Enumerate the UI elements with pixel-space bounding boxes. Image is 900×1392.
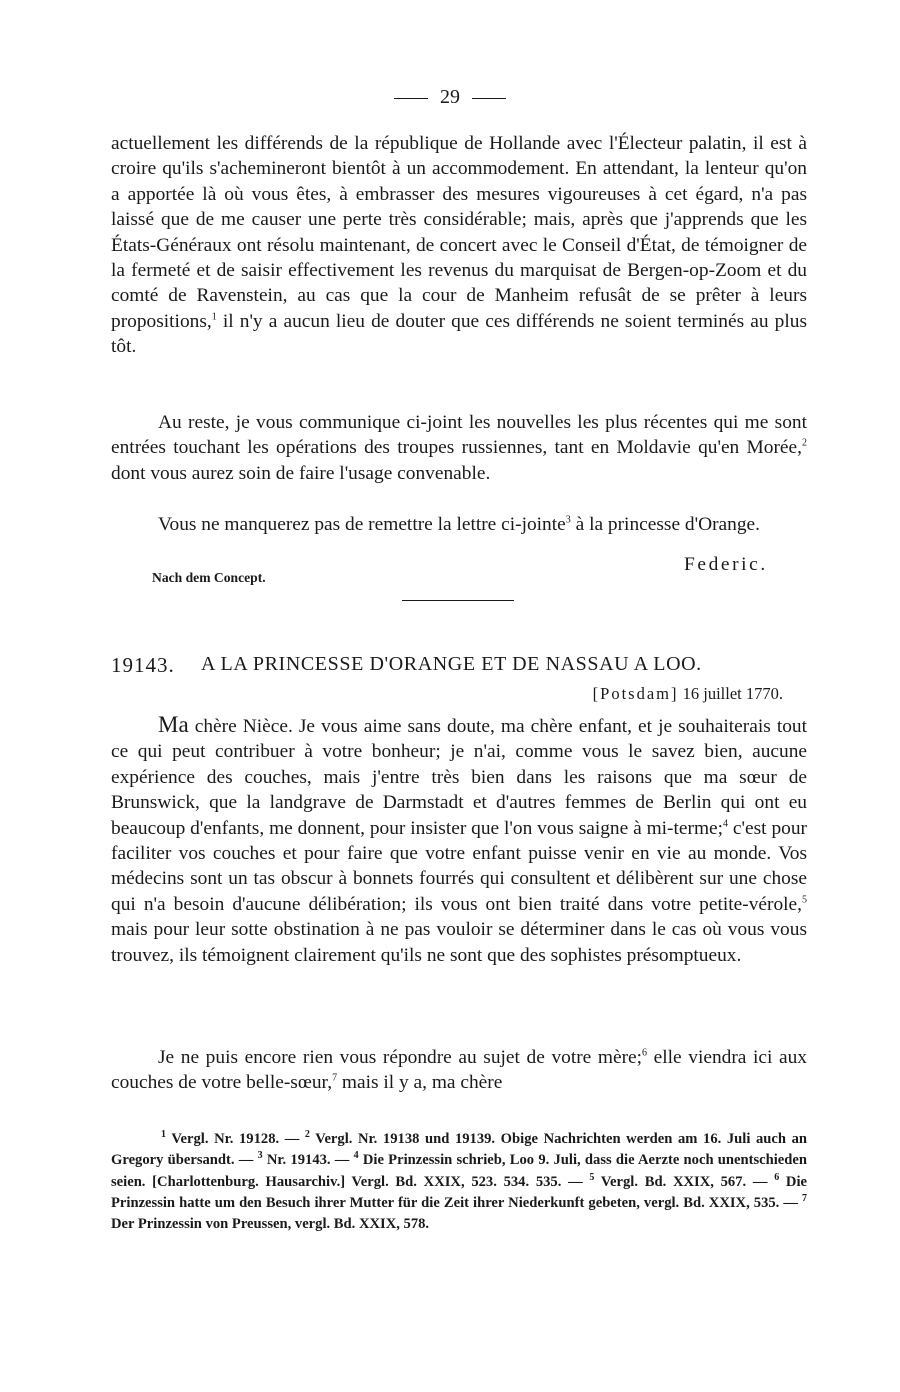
signature: Federic. (684, 554, 768, 575)
footnote-mark: 3 (257, 1150, 263, 1162)
footnote-ref: 7 (332, 1072, 338, 1084)
footnote-text: Die Prinzessin schrieb, Loo 9. Juli, dass die Aerzte noch unentschieden seien. [Charlottenburg. Hausarchiv.] Vergl. Bd. XXIX, 523. 534. 535. — (111, 1152, 807, 1190)
footnote-ref: 4 (723, 818, 729, 830)
paragraph-letter-note (111, 512, 807, 537)
letter-place: [Potsdam] (592, 684, 679, 703)
letter-dateline (520, 684, 783, 704)
paragraph-text: Vous ne manquerez pas de remettre la lettre ci-jointe (158, 514, 566, 535)
letter-paragraph-2 (111, 1045, 807, 1096)
footnote-text: Vergl. Bd. XXIX, 567. — (594, 1173, 775, 1190)
paragraph-text: mais il y a, ma chère (337, 1072, 503, 1094)
page-number-value: 29 (440, 86, 460, 108)
footnote-mark: 5 (589, 1171, 595, 1183)
page-number-dash-right (472, 98, 506, 99)
footnote-ref: 5 (802, 894, 807, 906)
paragraph-text: actuellement les différends de la république de Hollande avec l'Électeur palatin, il est à croire qu'ils s'achemineront bientôt à un accommodement. En attendant, la lenteur qu'on a apportée là où vous êtes, à embrasser des mesures vigoureuses à cet égard, n'a pas laissé que de me causer une perte très considérable; mais, après que j'apprends que les États-Généraux ont résolu maintenant, de concert avec le Conseil d'État, de témoigner de la fermeté et de saisir effectivement les revenus du marquisat de Bergen-op-Zoom et du comté de Ravenstein, au cas que la cour de Manheim refusât de se prêter à leurs propositions, (111, 133, 807, 332)
letter-date: 16 juillet 1770. (682, 684, 783, 703)
footnotes (111, 1129, 807, 1235)
source-note: Nach dem Concept. (152, 570, 266, 585)
letter-initial: Ma (158, 712, 189, 737)
paragraph-text: il n'y a aucun lieu de douter que ces différends ne soient terminés au plus tôt. (111, 310, 807, 358)
footnote-mark: 4 (353, 1150, 359, 1162)
paragraph-text: Je ne puis encore rien vous répondre au sujet de votre mère; (158, 1047, 643, 1068)
letter-heading: A LA PRINCESSE D'ORANGE ET DE NASSAU A LOO. (201, 653, 702, 675)
footnote-ref: 1 (211, 311, 217, 323)
paragraph-text: mais pour leur sotte obstination à ne pas vouloir se déterminer dans le cas où vous vous trouvez, ils témoignent clairement qu'ils ne sont que des sophistes présomptueux. (111, 919, 807, 966)
footnote-mark: 2 (304, 1129, 310, 1141)
paragraph-text: Au reste, je vous communique ci-joint les nouvelles les plus récentes qui me sont entrées touchant les opérations des troupes russiennes, tant en Moldavie qu'en Morée, (111, 412, 807, 459)
footnote-text: Nr. 19143. — (262, 1152, 354, 1169)
letter-paragraph-1 (111, 712, 807, 968)
paragraph-text: elle viendra ici aux couches de votre belle-sœur, (111, 1047, 807, 1094)
footnote-mark: 7 (802, 1193, 807, 1205)
footnote-ref: 6 (642, 1047, 648, 1059)
paragraph-text: à la princesse d'Orange. (570, 514, 761, 535)
footnote-ref: 2 (802, 437, 807, 449)
footnote-text: Die Prinzessin hatte um den Besuch ihrer Mutter für die Zeit ihrer Niederkunft gebeten, vergl. Bd. XXIX, 535. — (111, 1173, 807, 1211)
paragraph-text: dont vous aurez soin de faire l'usage convenable. (111, 462, 491, 484)
section-divider (402, 600, 514, 601)
footnote-text: Der Prinzessin von Preussen, vergl. Bd. XXIX, 578. (111, 1216, 430, 1233)
letter-number: 19143. (111, 653, 175, 677)
paragraph-text: chère Nièce. Je vous aime sans doute, ma chère enfant, et je souhaiterais tout ce qui peut contribuer à votre bonheur; je n'ai, comme vous le savez bien, aucune expérience des couches, mais j'entre très bien dans les raisons que ma sœur de Brunswick, que la landgrave de Darmstadt et d'autres femmes de Berlin qui ont eu beaucoup d'enfants, me donnent, pour insister que l'on vous saigne à mi-terme; (111, 716, 807, 839)
footnote-text: Vergl. Nr. 19128. — (166, 1131, 305, 1147)
paragraph-news (111, 410, 807, 486)
footnote-mark: 1 (161, 1129, 166, 1141)
page-number (0, 86, 900, 109)
paragraph-continuation (111, 131, 807, 360)
paragraph-text: c'est pour faciliter vos couches et pour faire que votre enfant puisse venir en vie au monde. Vos médecins sont un tas obscur à bonnets fourrés qui consultent et délibèrent sur une chose qui n'a besoin d'aucune délibération; ils vous ont bien traité dans votre petite-vérole, (111, 817, 807, 915)
page-number-dash-left (394, 98, 428, 99)
footnote-ref: 3 (565, 514, 571, 526)
footnote-mark: 6 (774, 1171, 780, 1183)
footnote-text: Vergl. Nr. 19138 und 19139. Obige Nachrichten werden am 16. Juli auch an Gregory übersandt. — (111, 1131, 807, 1169)
